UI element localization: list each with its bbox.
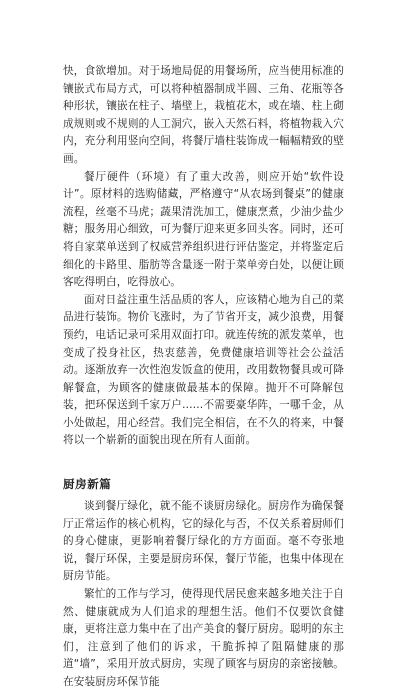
section-heading: 厨房新篇	[63, 477, 112, 492]
section-restaurant-greening	[63, 63, 344, 450]
body-paragraph: 面对日益注重生活品质的客人，应该精心地为自己的菜品进行装饰。物价飞涨时，为了节省开支，减少浪费，用餐预约，电话记录可采用双面打印。就连传统的派发菜单，也变成了投身社区，热衷慈善，免费健康培训等社会公益活动。逐渐放弃一次性泡发饭盒的使用，改用数物餐具或可降解餐盒，为顾客的健康做最基本的保障。抛开不可降解包装，把环保送到千家万户……不需要豪华阵，一哪千金，从小处做起，用心经营。我们完全相信，在不久的将来，中餐将以一个崭新的面貌出现在所有人面前。	[63, 293, 344, 447]
body-paragraph: 快，食欲增加。对于场地局促的用餐场所，应当使用标准的镶嵌式布局方式，可以将种植器制成半圆、三角、花瓶等各种形状，镶嵌在柱子、墙壁上，栽植花木，或在墙、柱上砌成规则或不规则的人工洞穴，嵌入天然石料，将植物栽入穴内，充分利用竖向空间，将餐厅墙柱装饰成一幅幅精致的壁画。	[63, 65, 344, 165]
body-paragraph: 谈到餐厅绿化，就不能不谈厨房绿化。厨房作为确保餐厅正常运作的核心机构，它的绿化与否，不仅关系着厨师们的身心健康，更影响着餐厅绿化的方方面面。毫不夸张地说，餐厅环保，主要是厨房环保，餐厅节能，也集中体现在厨房节能。	[63, 500, 344, 583]
body-paragraph: 繁忙的工作与学习，使得现代居民愈来越多地关注于自然、健康就成为人们追求的理想生活。他们不仅要饮食健康，更将注意力集中在了出产美食的餐厅厨房。聪明的东主们，注意到了他们的诉求，干脆拆掉了阻隔健康的那道“墙”，采用开放式厨房，实现了顾客与厨房的亲密接触。在安装厨房环保节能	[63, 588, 344, 688]
section-kitchen	[63, 476, 344, 692]
body-paragraph: 餐厅硬件（环境）有了重大改善，则应开始“软件设计”。原材料的选购储藏，严格遵守“从农场到餐桌”的健康流程，丝毫不马虎；蔬果清洗加工，健康烹煮，少油少盐少糖；服务用心细致，可为餐厅迎来更多回头客。同时，还可将自家菜单送到了权威营养组织进行评估鉴定，并将鉴定后细化的卡路里、脂肪等含量逐一附于菜单旁白处，以便让顾客吃得明白，吃得放心。	[63, 170, 344, 289]
